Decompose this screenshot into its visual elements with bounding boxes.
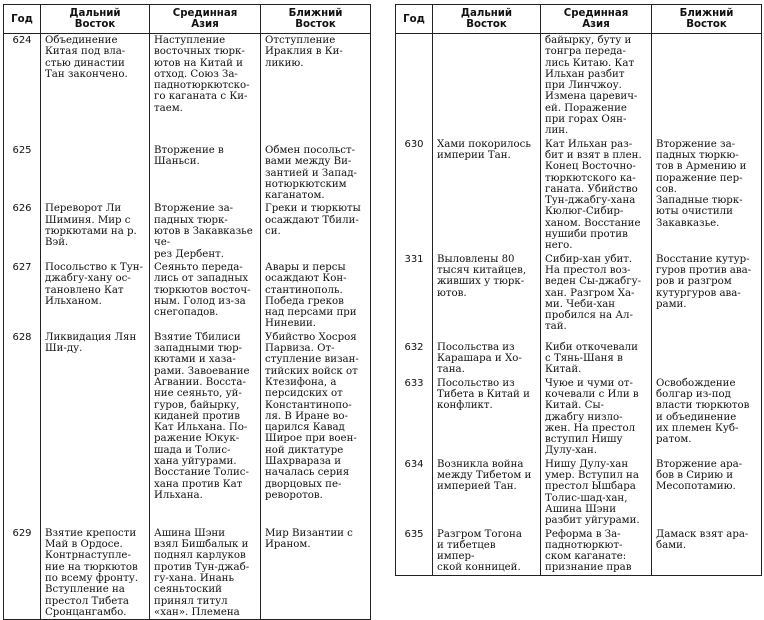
table-row: [396, 253, 762, 341]
far-east-cell: Посольство из Тибета в Китай и конфликт.: [433, 377, 541, 458]
table-row: [4, 261, 371, 331]
table-row: [396, 377, 762, 458]
table-row: [396, 341, 762, 377]
central-asia-cell: Сибир-хан убит. На престол воз- веден Сы-джабгу- хан. Разгром Ха- ми. Чеби-хан пробился на Ал- тай.: [541, 253, 652, 341]
central-asia-cell: Сеяньто переда- лись от западных тюркютов восточ- ным. Голод из-за снегопадов.: [150, 261, 261, 331]
chronology-table-left: [3, 4, 371, 620]
year-cell: 625: [4, 144, 41, 202]
year-cell: [396, 34, 433, 138]
header-central-asia: Срединная Азия: [150, 5, 261, 34]
near-east-cell: [652, 341, 762, 377]
far-east-cell: [41, 144, 150, 202]
year-cell: 635: [396, 528, 433, 576]
central-asia-cell: Ашина Шэни взял Бишбалык и поднял карлуков против Тун-джаб- гу-хана. Инань сеяньтоский принял титул «хан». Племена: [150, 527, 261, 620]
near-east-cell: Убийство Хосроя Парвиза. От- ступление визан- тийских войск от Ктезифона, а персидских от Константинопо- ля. В Иране во- царился Кавад Широе при воен- ной диктатуре Шахрвараза и началась серия дворцовых пе- реворотов.: [261, 331, 371, 527]
far-east-cell: Объединение Китая под вла- стью династии Тан закончено.: [41, 34, 150, 145]
year-cell: 626: [4, 202, 41, 260]
header-year: Год: [396, 5, 433, 34]
table-row: [4, 144, 371, 202]
table-body-left: [4, 34, 371, 620]
central-asia-cell: Взятие Тбилиси западными тюр- кютами и хаза- рами. Завоевание Агвании. Восста- ние сеяньто, уй- гуров, байырку, киданей против Кат Ильхана. По- ражение Юкук- шада и Толис- хана уйгурами. Восстание Толис- хана против Кат Ильхана.: [150, 331, 261, 527]
year-cell: 331: [396, 253, 433, 341]
table-row: [4, 202, 371, 260]
table-row: [396, 138, 762, 253]
central-asia-cell: Киби откочевали с Тянь-Шаня в Китай.: [541, 341, 652, 377]
near-east-cell: Мир Византии с Ираном.: [261, 527, 371, 620]
near-east-cell: Вторжение за- падных тюркю- тов в Армению и поражение пер- сов. Западные тюрк- юты очистили Закавказье.: [652, 138, 762, 253]
far-east-cell: [433, 34, 541, 138]
table-row: [396, 528, 762, 576]
far-east-cell: Ликвидация Лян Ши-ду.: [41, 331, 150, 527]
near-east-cell: Греки и тюркюты осаждают Тбили- си.: [261, 202, 371, 260]
far-east-cell: Хами покорилось империи Тан.: [433, 138, 541, 253]
header-central-asia: Срединная Азия: [541, 5, 652, 34]
central-asia-cell: Кат Ильхан раз- бит и взят в плен. Конец Восточно- тюркютского ка- ганата. Убийство Тун-джабгу-хана Кюлюг-Сибир- ханом. Восстание нушиби против него.: [541, 138, 652, 253]
near-east-cell: Авары и персы осаждают Кон- стантинополь. Победа греков над персами при Ниневии.: [261, 261, 371, 331]
central-asia-cell: Вторжение за- падных тюрк- ютов в Закавказье че- рез Дербент.: [150, 202, 261, 260]
far-east-cell: Переворот Ли Шиминя. Мир с тюркютами на р. Вэй.: [41, 202, 150, 260]
central-asia-cell: Вторжение в Шаньси.: [150, 144, 261, 202]
near-east-cell: Освобождение болгар из-под власти тюркютов и объединение их племен Куб- ратом.: [652, 377, 762, 458]
far-east-cell: Возникла война между Тибетом и империей Тан.: [433, 458, 541, 528]
year-cell: 632: [396, 341, 433, 377]
header-far-east: Дальний Восток: [41, 5, 150, 34]
year-cell: 624: [4, 34, 41, 145]
near-east-cell: Отступление Ираклия в Ки- ликию.: [261, 34, 371, 145]
year-cell: 628: [4, 331, 41, 527]
far-east-cell: Разгром Тогона и тибетцев импер- ской конницей.: [433, 528, 541, 576]
near-east-cell: Вторжение ара- бов в Сирию и Месопотамию.: [652, 458, 762, 528]
central-asia-cell: Реформа в За- паднотюркют- ском каганате: признание прав: [541, 528, 652, 576]
central-asia-cell: Нишу Дулу-хан умер. Вступил на престол Ышбара Толис-шад-хан, Ашина Шэни разбит уйгурами.: [541, 458, 652, 528]
year-cell: 634: [396, 458, 433, 528]
year-cell: 630: [396, 138, 433, 253]
near-east-cell: Обмен посольст- вами между Ви- зантией и Запад- нотюркютским каганатом.: [261, 144, 371, 202]
header-near-east: Ближний Восток: [261, 5, 371, 34]
far-east-cell: Выловлены 80 тысяч китайцев, живших у тюрк- ютов.: [433, 253, 541, 341]
header-near-east: Ближний Восток: [652, 5, 762, 34]
far-east-cell: Посольства из Карашара и Хо- тана.: [433, 341, 541, 377]
year-cell: 627: [4, 261, 41, 331]
near-east-cell: Дамаск взят ара- бами.: [652, 528, 762, 576]
header-far-east: Дальний Восток: [433, 5, 541, 34]
chronology-table-right: [395, 4, 762, 576]
table-row: [396, 458, 762, 528]
far-east-cell: Посольство к Тун- джабгу-хану ос- тановлено Кат Ильханом.: [41, 261, 150, 331]
header-row: [396, 5, 762, 34]
header-year: Год: [4, 5, 41, 34]
table-body-right: [396, 34, 762, 576]
far-east-cell: Взятие крепости Май в Ордосе. Контрнаступле- ние на тюркютов по всему фронту. Вступление на престол Тибета Сронцангамбо.: [41, 527, 150, 620]
year-cell: 629: [4, 527, 41, 620]
table-row: [4, 331, 371, 527]
near-east-cell: Восстание кутур- гуров против ава- ров и разгром кутургуров ава- рами.: [652, 253, 762, 341]
central-asia-cell: Наступление восточных тюрк- ютов на Китай и отход. Союз За- паднотюркютско- го каганата с Ки- таем.: [150, 34, 261, 145]
central-asia-cell: байырку, буту и тонгра передa- лись Китаю. Кат Ильхан разбит при Линчжоу. Измена царевич- ей. Поражение при горах Оян- лин.: [541, 34, 652, 138]
central-asia-cell: Чуюе и чуми от- кочевали с Или в Китай. Сы- джабгу низло- жен. На престол вступил Нишу Дулу-хан.: [541, 377, 652, 458]
table-row: [396, 34, 762, 138]
table-row: [4, 34, 371, 145]
header-row: [4, 5, 371, 34]
near-east-cell: [652, 34, 762, 138]
year-cell: 633: [396, 377, 433, 458]
table-row: [4, 527, 371, 620]
